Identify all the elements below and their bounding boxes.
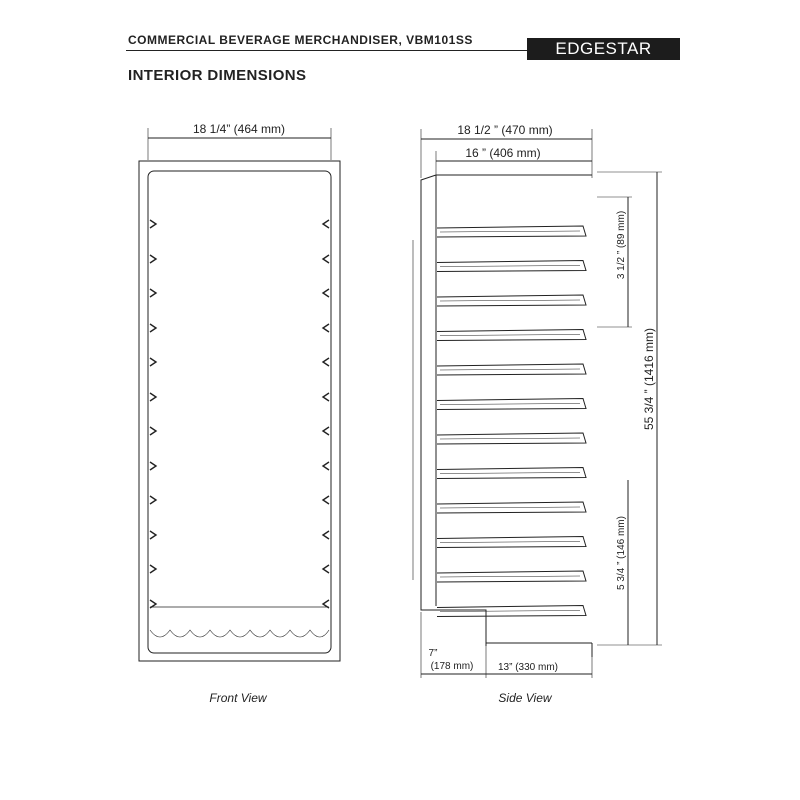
shelf-clip <box>150 393 156 401</box>
front-width-label: 18 1/4” (464 mm) <box>192 122 286 136</box>
document-title: COMMERCIAL BEVERAGE MERCHANDISER, VBM101SS <box>128 33 473 47</box>
side-shelf-detail <box>440 438 580 439</box>
shelf-clip <box>323 220 329 228</box>
section-title: INTERIOR DIMENSIONS <box>128 67 307 84</box>
shelf-clip <box>323 289 329 297</box>
front-inner-cavity <box>148 171 331 653</box>
side-shelf-detail <box>440 611 580 612</box>
shelf-clip <box>150 496 156 504</box>
side-shelf-detail <box>440 404 580 405</box>
step-depth-label-line1: 7” <box>428 648 438 659</box>
shelf-clip <box>323 255 329 263</box>
floor-depth-label: 13” (330 mm) <box>497 662 559 673</box>
shelf-clip <box>323 462 329 470</box>
shelf-clip <box>150 255 156 263</box>
step-depth-label-line2: (178 mm) <box>430 661 474 672</box>
side-shelf-detail <box>440 473 580 474</box>
side-view-caption: Side View <box>498 691 552 705</box>
shelf-clip <box>150 531 156 539</box>
front-outer-frame <box>139 161 340 661</box>
shelf-depth-label: 16 ” (406 mm) <box>465 146 541 160</box>
side-shelf-detail <box>440 231 580 232</box>
edgestar-logo: EDGESTAR <box>527 38 680 60</box>
side-shelf-detail <box>440 542 580 543</box>
shelf-clip <box>150 358 156 366</box>
total-depth-label: 18 1/2 ” (470 mm) <box>457 123 553 137</box>
shelf-clip <box>323 393 329 401</box>
side-shelf-detail <box>440 576 580 577</box>
shelf-clip <box>150 220 156 228</box>
side-shelf-detail <box>440 266 580 267</box>
shelf-clip <box>150 324 156 332</box>
shelf-clip <box>323 427 329 435</box>
shelf-clip <box>323 565 329 573</box>
shelf-clip <box>323 358 329 366</box>
shelf-clip <box>150 427 156 435</box>
front-view-caption: Front View <box>209 691 267 705</box>
shelf-clip <box>150 565 156 573</box>
shelf-clip <box>323 496 329 504</box>
front-shelf-clips <box>150 220 329 608</box>
shelf-clip <box>150 462 156 470</box>
shelf-clip <box>323 324 329 332</box>
side-shelf-detail <box>440 369 580 370</box>
side-shelf-detail <box>440 335 580 336</box>
side-shelf-detail <box>440 300 580 301</box>
front-view-drawing <box>139 128 340 661</box>
side-shelf-detail <box>440 507 580 508</box>
side-shelves <box>437 226 586 617</box>
shelf-spacing-label: 3 1/2 ” (89 mm) <box>616 210 627 280</box>
shelf-clip <box>150 289 156 297</box>
front-bottom-grille <box>150 630 329 637</box>
shelf-clip <box>323 531 329 539</box>
height-label: 55 3/4 ” (1416 mm) <box>642 327 656 431</box>
bottom-clearance-label: 5 3/4 ” (146 mm) <box>616 516 627 590</box>
